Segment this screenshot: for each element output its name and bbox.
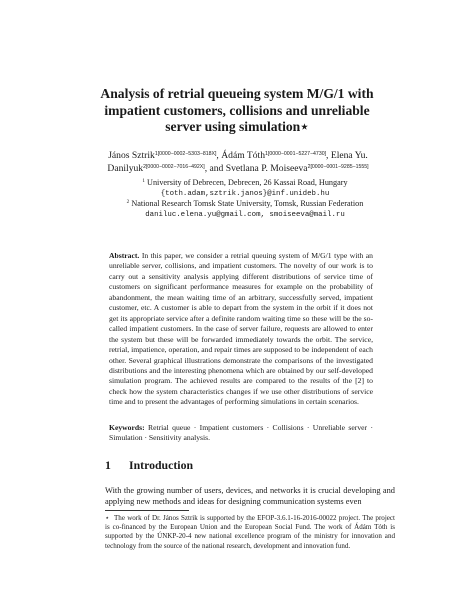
author-orcid: 2[0000−0001−9285−1555] <box>307 164 369 170</box>
affiliation-1 <box>100 178 390 189</box>
affiliation-text: National Research Tomsk State University, Tomsk, Russian Federation <box>131 199 364 209</box>
title-line-1: Analysis of retrial queueing system M/G/1 with <box>100 86 374 101</box>
author-name: Elena Yu. <box>330 150 368 161</box>
affiliation-mark: 2 <box>126 199 130 206</box>
footnote-star: ⋆ <box>105 514 110 522</box>
title-line-2: impatient customers, collisions and unreliable <box>104 102 370 118</box>
section-heading-introduction <box>105 458 193 473</box>
footnote-rule <box>105 510 189 511</box>
author-name: János Sztrik <box>108 150 155 161</box>
footnote-text: The work of Dr. János Sztrik is supported by the EFOP-3.6.1-16-2016-00022 project. The project is co-financed by the European Union and the European Social Fund. The work of Ádám Tóth is supported by the ÚNKP-20-4 new national excellence program of the ministry for innovation and technology from the source of the national research, development and innovation fund. <box>105 514 395 550</box>
paper-title <box>80 86 394 136</box>
introduction-paragraph: With the growing number of users, devices, and networks it is crucial developing and applying new methods and ideas for designing communication systems even <box>105 486 395 506</box>
affiliation-2-email: daniluc.elena.yu@gmail.com, smoiseeva@mail.ru <box>145 210 345 219</box>
footnote <box>105 514 395 551</box>
affiliation-text: University of Debrecen, Debrecen, 26 Kassai Road, Hungary <box>147 178 348 187</box>
author-name: Svetlana P. Moiseeva <box>225 163 308 174</box>
keywords-label: Keywords: <box>109 423 145 432</box>
keywords <box>109 423 373 444</box>
author-orcid: 2[0000−0002−7016−492X] <box>143 164 205 170</box>
title-line-3: server using simulation <box>165 119 301 134</box>
abstract <box>109 251 373 408</box>
author-list: János Sztrik$^{1[0000-0002-5303-818X]}$, Ádám Tóth$^{1[0000-0001-5227-4730]}$, Elena Yu. Danilyuk$^{2[0000-0002-7016-492X]}$, and Svetlana P. Moiseeva$^{2[0000-0001-9285-1555]}$ <box>107 150 369 174</box>
author-orcid: 1[0000−0001−5227−4730] <box>265 151 327 157</box>
affiliation-2 <box>100 199 390 210</box>
author-connector: , and <box>204 163 224 174</box>
author-orcid: 1[0000−0002−5303−818X] <box>154 151 217 157</box>
affiliation-1-email: {toth.adam,sztrik.janos}@inf.unideb.hu <box>160 189 330 198</box>
section-title: Introduction <box>129 458 194 472</box>
affiliations <box>100 178 390 220</box>
abstract-label: Abstract. <box>109 251 140 260</box>
author-name: Ádám Tóth <box>221 150 266 161</box>
keywords-text: Retrial queue · Impatient customers · Collisions · Unreliable server · Simulation · Sensitivity analysis. <box>109 423 373 443</box>
abstract-text: In this paper, we consider a retrial queuing system of M/G/1 type with an unreliable server, collisions, and impatient customers. The novelty of our work is to carry out a sensitivity analysis applying different distributions of service time of customers on significant performance measures for example on the probability of abandonment, the mean waiting time of an arbitrary, successfully served, impatient customer, etc. A customer is able to depart from the system in the orbit if it does not get its appropriate service after a definite random waiting time so these will be the so-called impatient customers. In the case of server failure, requests are allowed to enter the system but these will be forwarded immediately towards the orbit. The service, retrial, impatience, operation, and repair times are supposed to be independent of each other. Several graphical illustrations demonstrate the comparisons of the investigated distributions and the interesting phenomena which are obtained by our self-developed simulation program. The achieved results are compared to the results of the [2] to check how the system characteristics changes if we use other distributions of service time and to present the advantages of performing simulations in certain scenarios. <box>109 251 373 407</box>
section-number: 1 <box>105 458 111 472</box>
author-name: Danilyuk <box>107 163 144 174</box>
title-footnote-star: ⋆ <box>300 119 309 134</box>
affiliation-mark: 1 <box>142 178 145 184</box>
